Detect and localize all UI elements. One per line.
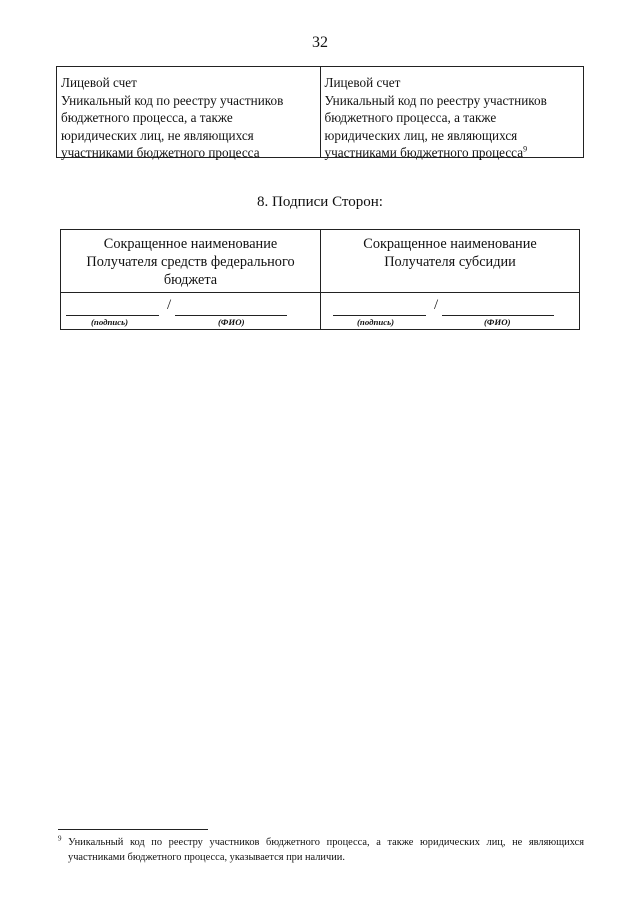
right-unique-code-line-2: бюджетного процесса, а также (324, 110, 497, 125)
signatures-right-heading-cell (320, 230, 579, 292)
left-unique-code-line-3: юридических лиц, не являющихся (61, 127, 254, 143)
left-name-caption: (ФИО) (218, 317, 245, 327)
footnote-text-1: Уникальный код по реестру участников бюджетного процесса, а также юридических лиц, не являющихся (68, 837, 585, 848)
signatures-sign-row (61, 293, 579, 330)
left-signature-caption: (подпись) (91, 317, 129, 327)
right-account-label: Лицевой счет (324, 75, 401, 90)
signatures-table (60, 229, 580, 330)
right-party-heading-line-2: Получателя субсидии (384, 254, 516, 270)
left-slash: / (167, 297, 172, 313)
right-slash: / (434, 297, 439, 313)
right-unique-code-line-4: участниками бюджетного процесса (324, 145, 524, 160)
right-party-heading-line-1: Сокращенное наименование (363, 236, 537, 252)
requisites-left-column (57, 67, 320, 160)
footnote-separator (58, 829, 208, 830)
left-party-heading (61, 230, 320, 289)
footnote (58, 835, 584, 865)
left-account-label: Лицевой счет (61, 75, 137, 90)
left-unique-code-line-2: бюджетного процесса, а также (61, 110, 233, 125)
footnote-line-1 (58, 835, 584, 850)
footnote-line-2: участниками бюджетного процесса, указывается при наличии. (68, 852, 345, 863)
left-name-line[interactable] (175, 315, 287, 316)
footnote-marker: 9 (58, 834, 62, 843)
right-party-heading (321, 230, 579, 271)
left-signature-line[interactable] (66, 315, 159, 316)
signatures-right-sign-cell (320, 293, 579, 330)
right-unique-code-line-1: Уникальный код по реестру участников (324, 92, 547, 108)
requisites-table (56, 66, 584, 158)
page-number: 32 (312, 34, 328, 51)
right-name-line[interactable] (442, 315, 554, 316)
left-unique-code-line-1: Уникальный код по реестру участников (61, 92, 284, 108)
right-name-caption: (ФИО) (484, 317, 511, 327)
footnote-reference: 9 (523, 144, 528, 154)
right-signature-caption: (подпись) (357, 317, 395, 327)
right-unique-code-line-4-wrap (325, 144, 580, 162)
signatures-left-heading-cell (61, 230, 320, 292)
right-signature-line[interactable] (333, 315, 426, 316)
left-unique-code-line-4: участниками бюджетного процесса (61, 145, 260, 160)
section-title: 8. Подписи Сторон: (257, 194, 383, 210)
left-party-heading-line-3: бюджета (163, 272, 218, 288)
requisites-right-column (320, 67, 584, 160)
signatures-left-sign-cell (61, 293, 320, 330)
signatures-heading-row (61, 230, 579, 293)
left-party-heading-line-1: Сокращенное наименование (103, 236, 278, 252)
left-party-heading-line-2: Получателя средств федерального (86, 254, 295, 270)
right-unique-code-line-3: юридических лиц, не являющихся (324, 127, 518, 143)
